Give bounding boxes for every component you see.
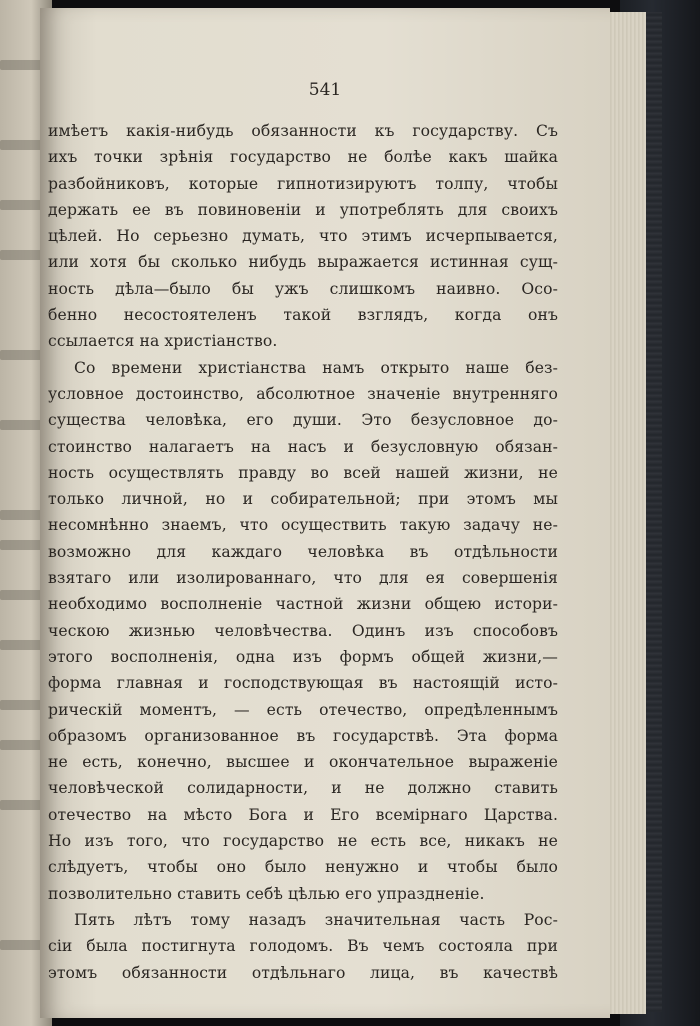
text-line: цѣлей. Но серьезно думать, что этимъ исчерпывается, <box>48 227 558 246</box>
text-line: разбойниковъ, которые гипнотизируютъ толпу, чтобы <box>48 174 558 193</box>
text-line: необходимо восполненіе частной жизни общею истори- <box>48 595 558 614</box>
text-line: несомнѣнно знаемъ, что осуществить такую задачу не- <box>48 516 558 535</box>
text-line: ность дѣла—было бы ужъ слишкомъ наивно. Осо- <box>48 279 558 298</box>
book-page <box>40 8 610 1018</box>
text-line: отечество на мѣсто Бога и Его всемірнаго Царства. <box>48 805 558 824</box>
text-line: только личной, но и собирательной; при этомъ мы <box>48 490 558 509</box>
text-line: возможно для каждаго человѣка въ отдѣльности <box>48 542 558 561</box>
text-line: ность осуществлять правду во всей нашей жизни, не <box>48 463 558 482</box>
text-line: рическій моментъ, — есть отечество, опредѣленнымъ <box>48 700 558 719</box>
text-line: этомъ обязанности отдѣльнаго лица, въ качествѣ <box>48 963 558 982</box>
text-line: Пять лѣтъ тому назадъ значительная часть Рос- <box>74 910 558 929</box>
page-number: 541 <box>308 80 342 100</box>
text-line: условное достоинство, абсолютное значеніе внутренняго <box>48 384 558 403</box>
text-line: слѣдуетъ, чтобы оно было ненужно и чтобы было <box>48 858 558 877</box>
text-line: стоинство налагаетъ на насъ и безусловную обязан- <box>48 437 558 456</box>
text-line: человѣческой солидарности, и не должно ставить <box>48 779 558 798</box>
text-line: ческою жизнью человѣчества. Одинъ изъ способовъ <box>48 621 558 640</box>
text-line: ссылается на христіанство. <box>48 332 278 351</box>
text-line: существа человѣка, его души. Это безусловное до- <box>48 411 558 430</box>
text-line: держать ее въ повиновеніи и употреблять для своихъ <box>48 200 558 219</box>
text-line: этого восполненія, одна изъ формъ общей жизни,— <box>48 647 558 666</box>
text-line: бенно несостоятеленъ такой взглядъ, когда онъ <box>48 306 558 325</box>
text-line: Со времени христіанства намъ открыто наше без- <box>74 358 558 377</box>
text-line: Но изъ того, что государство не есть все, никакъ не <box>48 832 558 851</box>
text-line: форма главная и господствующая въ настоящій исто- <box>48 674 558 693</box>
text-line: сіи была постигнута голодомъ. Въ чемъ состояла при <box>48 937 558 956</box>
page-text-block <box>48 118 558 986</box>
text-line: не есть, конечно, высшее и окончательное выраженіе <box>48 753 558 772</box>
text-line: имѣетъ какія-нибудь обязанности къ государству. Съ <box>48 122 558 140</box>
text-line: или хотя бы сколько нибудь выражается истинная сущ- <box>48 253 558 272</box>
text-line: ихъ точки зрѣнія государство не болѣе какъ шайка <box>48 148 558 167</box>
text-line: позволительно ставить себѣ цѣлью его упраздненіе. <box>48 884 485 903</box>
text-line: образомъ организованное въ государствѣ. Эта форма <box>48 726 558 745</box>
text-line: взятаго или изолированнаго, что для ея совершенія <box>48 569 558 588</box>
